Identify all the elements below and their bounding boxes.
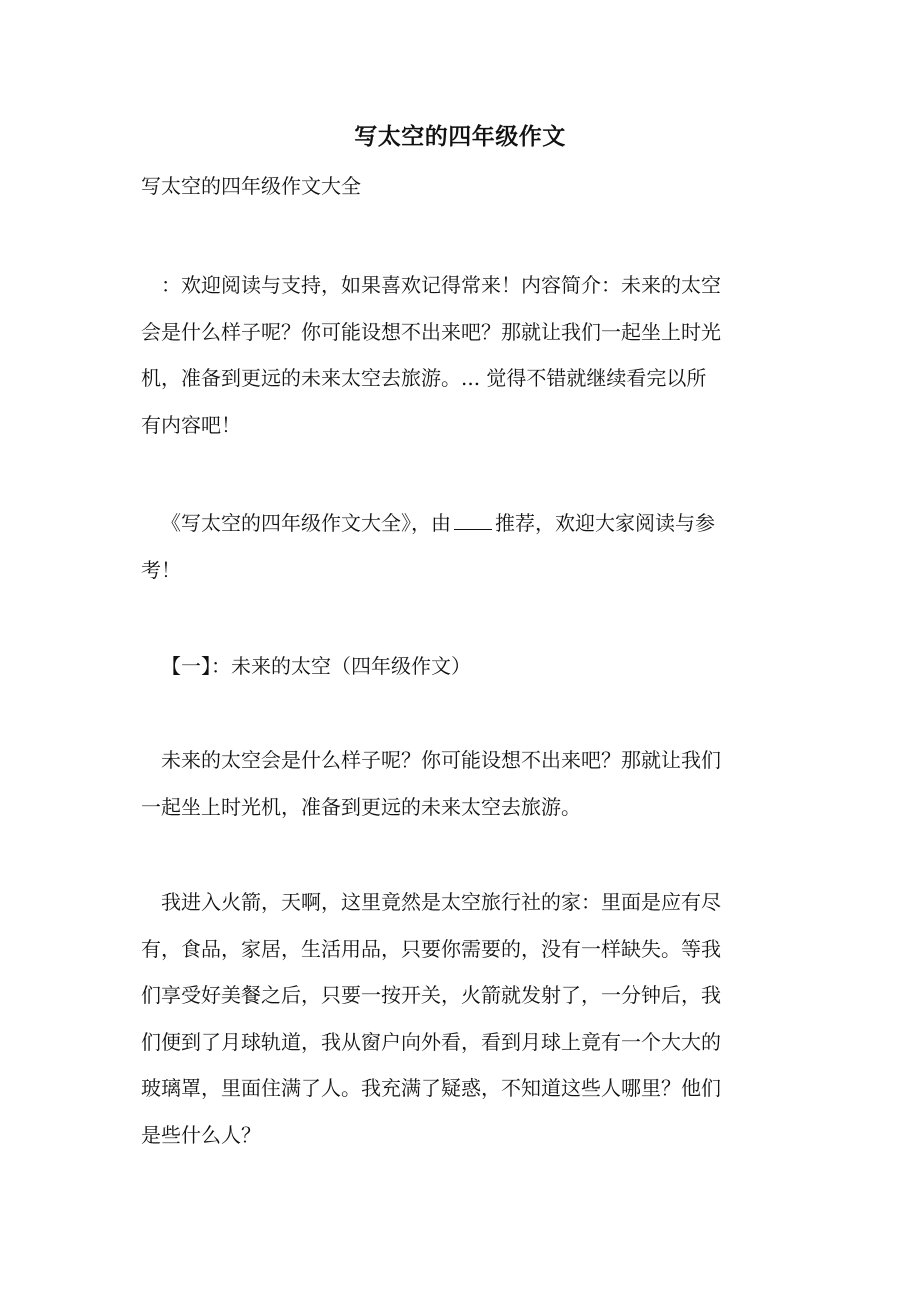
para1-line: 一起坐上时光机，准备到更远的未来太空去旅游。	[141, 794, 581, 819]
document-subtitle: 写太空的四年级作文大全	[141, 174, 361, 198]
recommender-blank	[454, 513, 492, 530]
para2-line: 有，食品，家居，生活用品，只要你需要的，没有一样缺失。等我	[141, 936, 721, 961]
intro-line: ：欢迎阅读与支持，如果喜欢记得常来！内容简介：未来的太空	[161, 273, 721, 297]
para2-line: 我进入火箭，天啊，这里竟然是太空旅行社的家：里面是应有尽	[161, 890, 721, 914]
intro-line: 有内容吧！	[141, 412, 241, 437]
recommend-suffix: 推荐，欢迎大家阅读与参	[495, 511, 715, 535]
para1-line: 未来的太空会是什么样子呢？你可能设想不出来吧？那就让我们	[161, 748, 721, 772]
para2-line: 们便到了月球轨道，我从窗户向外看，看到月球上竟有一个大大的	[141, 1029, 721, 1054]
para2-line: 是些什么人？	[141, 1122, 261, 1147]
recommend-line	[141, 500, 773, 547]
intro-paragraph	[141, 262, 773, 448]
section-heading	[141, 643, 773, 690]
body-paragraph-2	[141, 879, 773, 1159]
body-paragraph-1	[141, 737, 773, 830]
para2-line: 玻璃罩，里面住满了人。我充满了疑惑，不知道这些人哪里？他们	[141, 1076, 721, 1101]
section-heading-text: 【一】：未来的太空（四年级作文）	[161, 654, 471, 678]
document-title: 写太空的四年级作文	[354, 123, 566, 150]
recommend-prefix: 《写太空的四年级作文大全》，由	[161, 511, 451, 535]
intro-line: 会是什么样子呢？你可能设想不出来吧？那就让我们一起坐上时光	[141, 319, 721, 344]
recommend-line-2: 考！	[141, 557, 181, 582]
recommend-paragraph	[141, 500, 773, 593]
intro-line: 机，准备到更远的未来太空去旅游。... 觉得不错就继续看完以所	[141, 366, 707, 391]
para2-line: 们享受好美餐之后，只要一按开关，火箭就发射了，一分钟后，我	[141, 983, 721, 1008]
